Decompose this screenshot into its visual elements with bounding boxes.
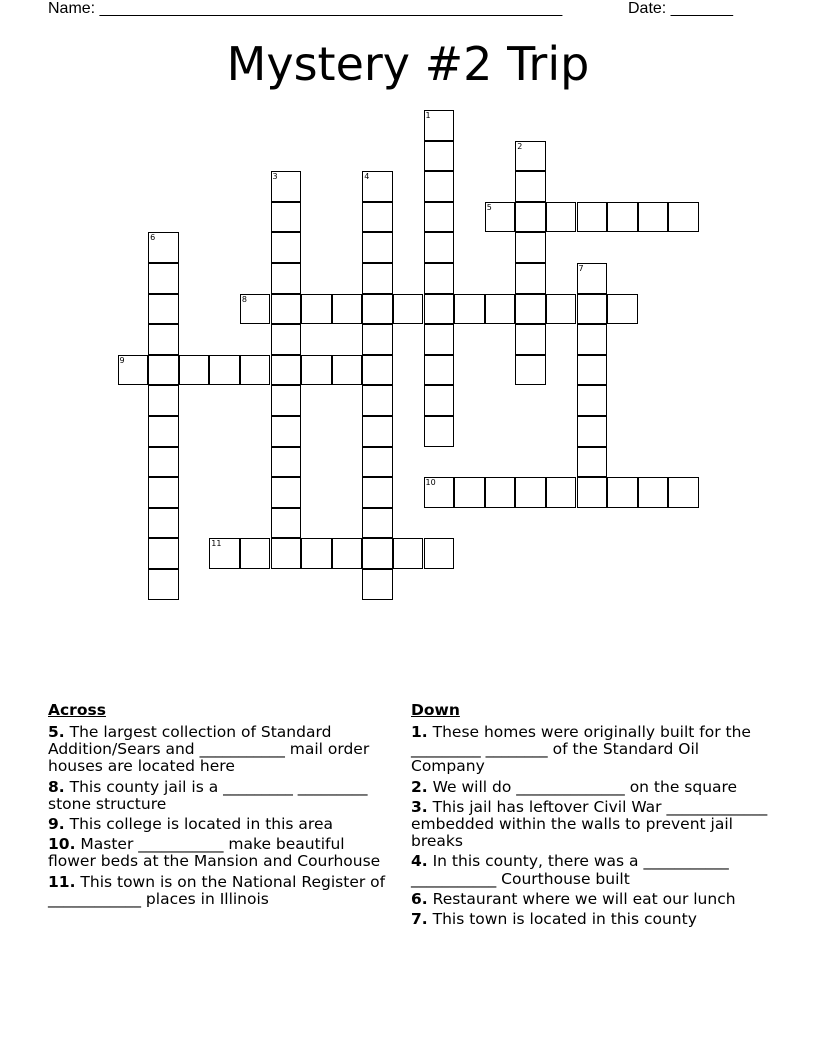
crossword-cell[interactable] (577, 416, 608, 447)
crossword-cell[interactable] (515, 263, 546, 294)
crossword-cell[interactable] (424, 355, 455, 386)
clue-number: 4. (411, 852, 428, 871)
crossword-cell[interactable] (271, 324, 302, 355)
clue-text: This jail has leftover Civil War _____________ embedded within the walls to prevent jail breaks (411, 797, 768, 851)
crossword-cell[interactable] (240, 294, 271, 325)
crossword-cell[interactable] (271, 508, 302, 539)
clue-down-3 (411, 799, 771, 851)
cell-number: 8 (241, 294, 247, 304)
crossword-cell[interactable] (454, 477, 485, 508)
crossword-cell[interactable] (424, 477, 455, 508)
crossword-cell[interactable] (668, 477, 699, 508)
crossword-cell[interactable] (362, 508, 393, 539)
clue-number: 1. (411, 723, 428, 741)
name-field-label[interactable]: Name: ____________________________________________________ (48, 0, 563, 17)
date-field-label[interactable]: Date: _______ (628, 0, 733, 17)
crossword-cell[interactable] (362, 416, 393, 447)
crossword-cell[interactable] (148, 447, 179, 478)
crossword-cell[interactable] (424, 324, 455, 355)
page-title: Mystery #2 Trip (226, 37, 590, 91)
crossword-cell[interactable] (424, 263, 455, 294)
crossword-cell[interactable] (148, 477, 179, 508)
crossword-cell[interactable] (332, 355, 363, 386)
crossword-cell[interactable] (546, 294, 577, 325)
crossword-cell[interactable] (424, 232, 455, 263)
clue-across-10 (48, 836, 393, 870)
clue-text: This county jail is a _________ _________ stone structure (48, 777, 368, 813)
crossword-cell[interactable] (515, 141, 546, 172)
clue-number: 11. (48, 872, 76, 891)
cell-number: 1 (425, 111, 431, 120)
crossword-cell[interactable] (515, 232, 546, 263)
clue-down-1 (411, 724, 771, 776)
across-heading: Across (48, 701, 106, 719)
crossword-cell[interactable] (546, 202, 577, 233)
clue-down-2 (411, 779, 771, 796)
cell-number: 3 (272, 172, 278, 182)
crossword-cell[interactable] (209, 538, 240, 569)
clue-across-5 (48, 724, 393, 776)
cell-number: 10 (425, 478, 436, 488)
crossword-cell[interactable] (148, 232, 179, 263)
crossword-cell[interactable] (148, 416, 179, 447)
clue-number: 9. (48, 815, 65, 834)
clue-number: 5. (48, 723, 65, 741)
crossword-cell[interactable] (362, 232, 393, 263)
crossword-cell[interactable] (240, 538, 271, 569)
crossword-cell[interactable] (362, 385, 393, 416)
crossword-cell[interactable] (148, 263, 179, 294)
crossword-cell[interactable] (485, 202, 516, 233)
crossword-cell[interactable] (607, 294, 638, 325)
crossword-cell[interactable] (362, 263, 393, 294)
cell-number: 9 (119, 355, 125, 365)
crossword-cell[interactable] (271, 294, 302, 325)
crossword-cell[interactable] (515, 324, 546, 355)
crossword-cell[interactable] (271, 416, 302, 447)
clue-number: 6. (411, 889, 428, 908)
crossword-cell[interactable] (607, 202, 638, 233)
crossword-cell[interactable] (393, 538, 424, 569)
crossword-cell[interactable] (332, 294, 363, 325)
crossword-cell[interactable] (362, 569, 393, 600)
clue-text: This town is on the National Register of ____________ places in Illinois (48, 872, 386, 908)
cell-number: 2 (517, 141, 523, 151)
clue-number: 10. (48, 835, 76, 854)
crossword-cell[interactable] (424, 171, 455, 202)
crossword-cell[interactable] (301, 294, 332, 325)
crossword-cell[interactable] (148, 355, 179, 386)
crossword-cell[interactable] (271, 447, 302, 478)
clue-number: 3. (411, 797, 428, 816)
clue-text: Restaurant where we will eat our lunch (427, 889, 736, 908)
crossword-cell[interactable] (485, 294, 516, 325)
clue-text: In this county, there was a ___________ ___________ Courthouse built (411, 852, 729, 888)
crossword-cell[interactable] (209, 355, 240, 386)
crossword-cell[interactable] (148, 538, 179, 569)
crossword-cell[interactable] (362, 447, 393, 478)
crossword-cell[interactable] (271, 477, 302, 508)
clue-across-8 (48, 779, 393, 813)
cell-number: 11 (211, 539, 222, 549)
crossword-cell[interactable] (362, 171, 393, 202)
crossword-cell[interactable] (638, 202, 669, 233)
crossword-cell[interactable] (148, 508, 179, 539)
crossword-cell[interactable] (271, 355, 302, 386)
clue-text: Master ___________ make beautiful flower beds at the Mansion and Courhouse (48, 835, 381, 871)
crossword-cell[interactable] (362, 538, 393, 569)
clue-text: This town is located in this county (427, 910, 697, 929)
crossword-cell[interactable] (271, 232, 302, 263)
crossword-cell[interactable] (148, 385, 179, 416)
crossword-cell[interactable] (515, 294, 546, 325)
clue-text: The largest collection of Standard Addition/Sears and ___________ mail order houses are located here (48, 723, 370, 776)
clue-down-4 (411, 853, 771, 887)
crossword-cell[interactable] (515, 477, 546, 508)
crossword-cell[interactable] (577, 263, 608, 294)
crossword-cell[interactable] (148, 324, 179, 355)
crossword-cell[interactable] (577, 294, 608, 325)
cell-number: 7 (578, 264, 584, 273)
crossword-cell[interactable] (362, 294, 393, 325)
crossword-cell[interactable] (301, 538, 332, 569)
crossword-cell[interactable] (424, 385, 455, 416)
crossword-cell[interactable] (577, 355, 608, 386)
crossword-cell[interactable] (577, 324, 608, 355)
crossword-cell[interactable] (577, 385, 608, 416)
crossword-cell[interactable] (424, 538, 455, 569)
clue-down-6 (411, 891, 771, 908)
crossword-cell[interactable] (607, 477, 638, 508)
crossword-cell[interactable] (271, 202, 302, 233)
crossword-cell[interactable] (515, 355, 546, 386)
crossword-cell[interactable] (577, 447, 608, 478)
crossword-cell[interactable] (424, 294, 455, 325)
crossword-cell[interactable] (424, 110, 455, 141)
clue-down-7 (411, 911, 771, 928)
clue-across-9 (48, 816, 393, 833)
crossword-cell[interactable] (577, 202, 608, 233)
crossword-cell[interactable] (424, 141, 455, 172)
crossword-cell[interactable] (546, 477, 577, 508)
clue-number: 2. (411, 777, 428, 796)
clue-text: These homes were originally built for the _________ ________ of the Standard Oil Company (411, 723, 751, 776)
crossword-cell[interactable] (362, 355, 393, 386)
crossword-cell[interactable] (638, 477, 669, 508)
crossword-cell[interactable] (362, 477, 393, 508)
crossword-cell[interactable] (271, 171, 302, 202)
cell-number: 4 (364, 172, 370, 182)
crossword-cell[interactable] (393, 294, 424, 325)
crossword-cell[interactable] (332, 538, 363, 569)
crossword-cell[interactable] (515, 202, 546, 233)
down-heading: Down (411, 701, 460, 719)
clue-number: 8. (48, 777, 65, 796)
crossword-cell[interactable] (271, 538, 302, 569)
crossword-cell[interactable] (118, 355, 149, 386)
clue-text: We will do ______________ on the square (427, 777, 738, 796)
clue-number: 7. (411, 910, 428, 929)
crossword-cell[interactable] (148, 294, 179, 325)
crossword-cell[interactable] (485, 477, 516, 508)
crossword-cell[interactable] (454, 294, 485, 325)
crossword-cell[interactable] (424, 416, 455, 447)
clue-text: This college is located in this area (64, 815, 334, 834)
crossword-cell[interactable] (271, 385, 302, 416)
crossword-cell[interactable] (424, 202, 455, 233)
across-clues (48, 700, 393, 911)
crossword-cell[interactable] (668, 202, 699, 233)
down-clues (411, 700, 771, 931)
crossword-cell[interactable] (577, 477, 608, 508)
clue-across-11 (48, 874, 393, 908)
crossword-cell[interactable] (271, 263, 302, 294)
cell-number: 5 (486, 202, 492, 212)
crossword-cell[interactable] (515, 171, 546, 202)
crossword-cell[interactable] (362, 324, 393, 355)
crossword-cell[interactable] (240, 355, 271, 386)
cell-number: 6 (150, 233, 156, 243)
crossword-cell[interactable] (179, 355, 210, 386)
crossword-cell[interactable] (362, 202, 393, 233)
crossword-cell[interactable] (148, 569, 179, 600)
crossword-cell[interactable] (301, 355, 332, 386)
